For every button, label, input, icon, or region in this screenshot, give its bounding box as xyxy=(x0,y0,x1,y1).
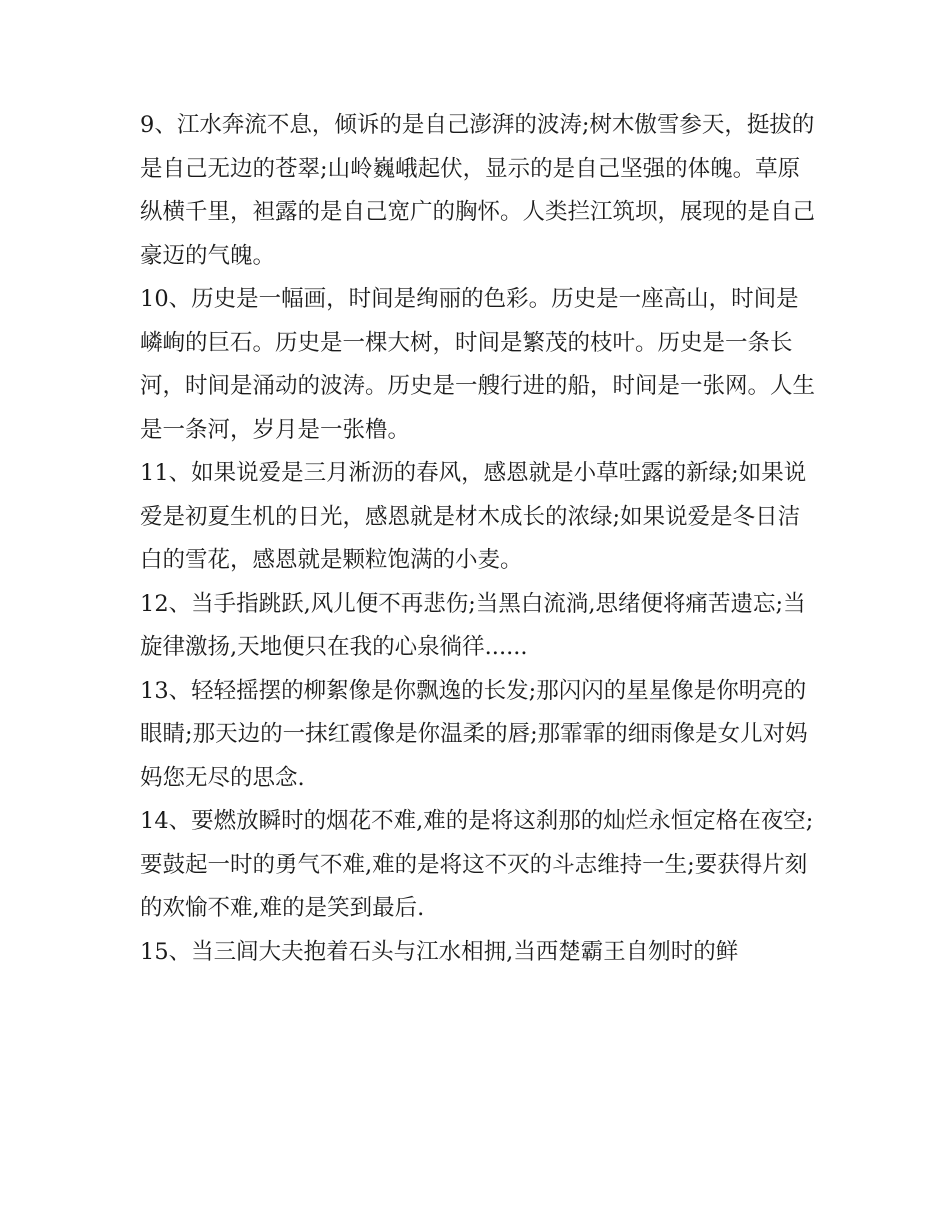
paragraph-15: 15、当三闾大夫抱着石头与江水相拥,当西楚霸王自刎时的鲜 xyxy=(140,938,739,965)
paragraph-12: 12、当手指跳跃,风儿便不再悲伤;当黑白流淌,思绪便将痛苦遗忘;当旋律激扬,天地便只在我的心泉徜徉...... xyxy=(140,590,806,660)
paragraph-11: 11、如果说爱是三月淅沥的春风，感恩就是小草吐露的新绿;如果说爱是初夏生机的日光，感恩就是材木成长的浓绿;如果说爱是冬日洁白的雪花，感恩就是颗粒饱满的小麦。 xyxy=(140,460,807,573)
paragraph-14: 14、要燃放瞬时的烟花不难,难的是将这刹那的灿烂永恒定格在夜空;要鼓起一时的勇气不难,难的是将这不灭的斗志维持一生;要获得片刻的欢愉不难,难的是笑到最后. xyxy=(140,808,814,921)
paragraph-13: 13、轻轻摇摆的柳絮像是你飘逸的长发;那闪闪的星星像是你明亮的眼睛;那天边的一抹红霞像是你温柔的唇;那霏霏的细雨像是女儿对妈妈您无尽的思念. xyxy=(140,677,808,791)
document-body xyxy=(140,104,820,974)
paragraph-10: 10、历史是一幅画，时间是绚丽的色彩。历史是一座高山，时间是嶙峋的巨石。历史是一棵大树，时间是繁茂的枝叶。历史是一条长河，时间是涌动的波涛。历史是一艘行进的船，时间是一张网。人生是一条河，岁月是一张橹。 xyxy=(140,286,816,443)
paragraph-9: 9、江水奔流不息，倾诉的是自己澎湃的波涛;树木傲雪参天，挺拔的是自己无边的苍翠;山岭巍峨起伏，显示的是自己坚强的体魄。草原纵横千里，袒露的是自己宽广的胸怀。人类拦江筑坝，展现的是自己豪迈的气魄。 xyxy=(140,112,816,269)
